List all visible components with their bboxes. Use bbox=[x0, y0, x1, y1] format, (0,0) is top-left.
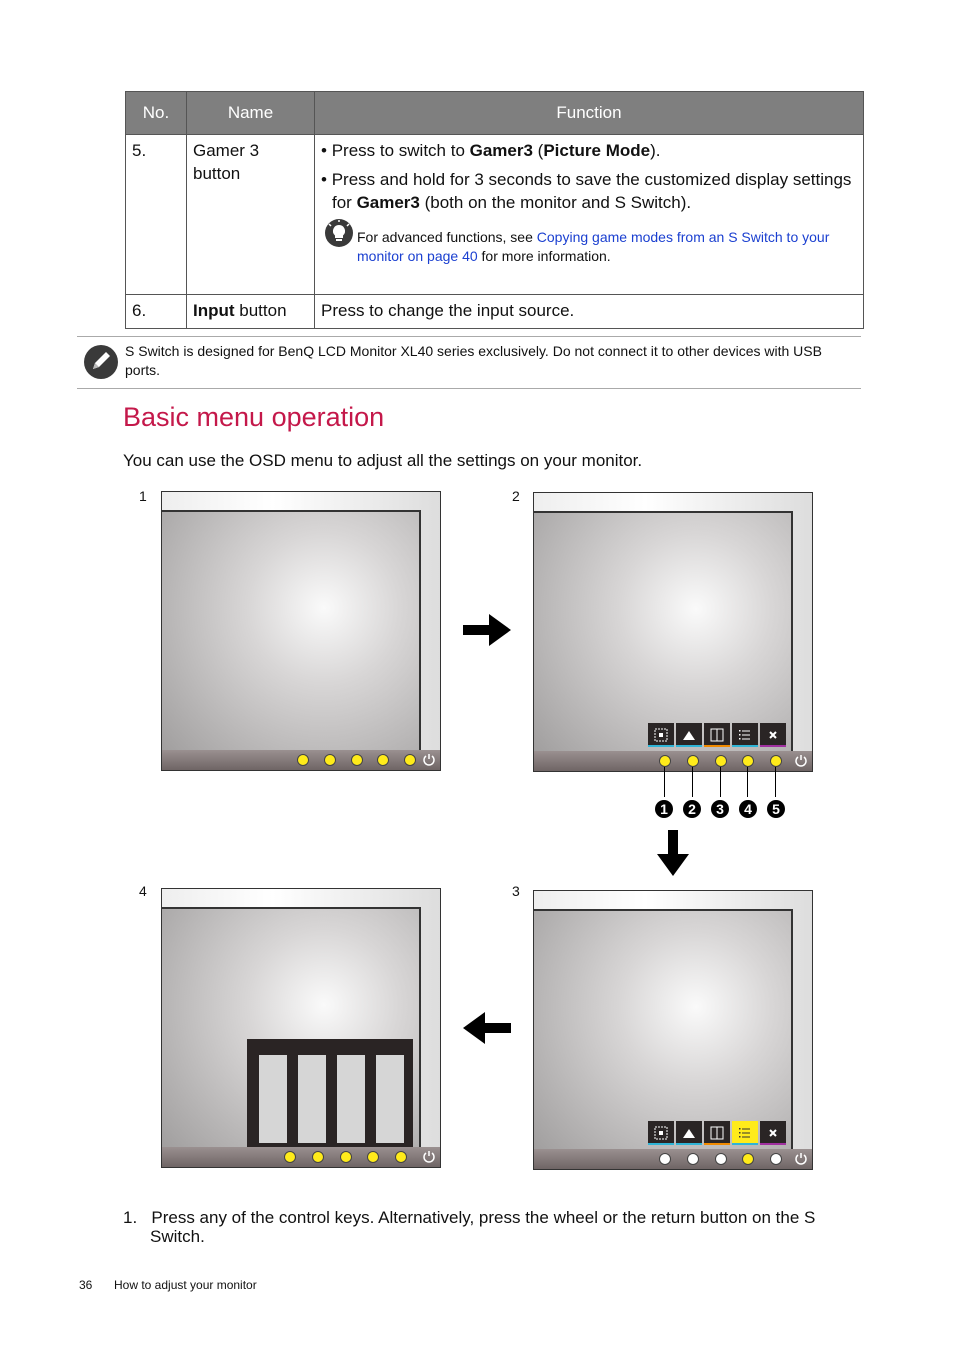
control-key bbox=[715, 755, 727, 767]
monitor-bezel bbox=[162, 750, 440, 770]
osd-cell bbox=[704, 723, 730, 747]
monitor-screen bbox=[162, 907, 421, 1149]
control-key bbox=[377, 754, 389, 766]
row-function: Press to change the input source. bbox=[315, 295, 864, 329]
function-table bbox=[125, 91, 864, 329]
step-label: 1 bbox=[139, 488, 147, 504]
cross-reference-link[interactable]: Copying game modes from an S Switch to your monitor on page 40 bbox=[357, 229, 830, 264]
pencil-icon bbox=[83, 344, 119, 380]
step-label: 2 bbox=[512, 488, 520, 504]
osd-stripe bbox=[704, 1143, 730, 1145]
monitor-panel-2 bbox=[533, 492, 813, 772]
osd-stripe bbox=[760, 1143, 786, 1145]
tip-text: For advanced functions, see bbox=[357, 229, 537, 245]
osd-cell bbox=[648, 723, 674, 747]
control-key bbox=[687, 755, 699, 767]
monitor-bezel bbox=[534, 1149, 812, 1169]
header-no: No. bbox=[126, 92, 187, 135]
page-number: 36 bbox=[79, 1278, 93, 1292]
control-key bbox=[395, 1151, 407, 1163]
monitor-screen bbox=[162, 510, 421, 752]
power-icon bbox=[794, 753, 808, 767]
step-label: 4 bbox=[139, 883, 147, 899]
table-row bbox=[126, 295, 864, 329]
monitor-panel-3 bbox=[533, 890, 813, 1170]
control-key bbox=[659, 755, 671, 767]
control-key bbox=[324, 754, 336, 766]
osd-cell-selected bbox=[732, 1121, 758, 1145]
osd-cell bbox=[732, 723, 758, 747]
control-key bbox=[367, 1151, 379, 1163]
callout-line bbox=[692, 767, 693, 797]
header-name: Name bbox=[187, 92, 315, 135]
control-key bbox=[340, 1151, 352, 1163]
menu-list-icon bbox=[738, 728, 752, 742]
callout-number: 1 bbox=[655, 800, 673, 818]
menu-column bbox=[376, 1055, 404, 1143]
callout-line bbox=[664, 767, 665, 797]
tip-text: for more information. bbox=[477, 248, 611, 264]
osd-stripe bbox=[704, 745, 730, 747]
monitor-bezel bbox=[162, 1147, 440, 1167]
monitor-screen bbox=[534, 909, 793, 1151]
control-key bbox=[297, 754, 309, 766]
callout-number: 5 bbox=[767, 800, 785, 818]
input-icon bbox=[710, 1126, 724, 1140]
osd-stripe bbox=[676, 1143, 702, 1145]
callout-line bbox=[720, 767, 721, 797]
osd-stripe bbox=[648, 745, 674, 747]
instruction-list bbox=[123, 1208, 843, 1246]
row-no: 5. bbox=[126, 135, 187, 295]
control-key bbox=[351, 754, 363, 766]
osd-cell bbox=[760, 723, 786, 747]
control-key-active bbox=[742, 1153, 754, 1165]
monitor-screen bbox=[534, 511, 793, 753]
picture-mode-icon bbox=[654, 1126, 668, 1140]
close-icon bbox=[766, 728, 780, 742]
osd-cell bbox=[760, 1121, 786, 1145]
control-key bbox=[770, 755, 782, 767]
callout-number: 4 bbox=[739, 800, 757, 818]
callout-number: 3 bbox=[711, 800, 729, 818]
osd-stripe bbox=[732, 745, 758, 747]
menu-list-icon bbox=[738, 1126, 752, 1140]
control-key bbox=[312, 1151, 324, 1163]
osd-stripe bbox=[732, 1143, 758, 1145]
control-key bbox=[687, 1153, 699, 1165]
power-icon bbox=[422, 752, 436, 766]
step-label: 3 bbox=[512, 883, 520, 899]
power-icon bbox=[422, 1149, 436, 1163]
table-row bbox=[126, 135, 864, 295]
callout-line bbox=[775, 767, 776, 797]
game-mode-icon bbox=[682, 1126, 696, 1140]
lightbulb-icon bbox=[324, 218, 354, 248]
osd-stripe bbox=[648, 1143, 674, 1145]
table-header-row bbox=[126, 92, 864, 135]
power-icon bbox=[794, 1151, 808, 1165]
row-function bbox=[315, 135, 864, 295]
menu-column bbox=[337, 1055, 365, 1143]
footer-section: How to adjust your monitor bbox=[114, 1278, 257, 1292]
osd-menu-bar bbox=[648, 1121, 788, 1147]
monitor-panel-1 bbox=[161, 491, 441, 771]
control-key bbox=[770, 1153, 782, 1165]
section-heading: Basic menu operation bbox=[123, 402, 385, 432]
control-key bbox=[742, 755, 754, 767]
control-key bbox=[715, 1153, 727, 1165]
osd-stripe bbox=[676, 745, 702, 747]
osd-cell bbox=[676, 1121, 702, 1145]
note-box bbox=[77, 336, 861, 389]
game-mode-icon bbox=[682, 728, 696, 742]
monitor-bezel bbox=[534, 751, 812, 771]
osd-cell bbox=[704, 1121, 730, 1145]
osd-main-menu bbox=[247, 1039, 413, 1159]
monitor-panel-4 bbox=[161, 888, 441, 1168]
header-function: Function bbox=[315, 92, 864, 135]
callout-line bbox=[747, 767, 748, 797]
row-no: 6. bbox=[126, 295, 187, 329]
callout-number: 2 bbox=[683, 800, 701, 818]
function-bullet: • Press to switch to Gamer3 (Picture Mode). bbox=[321, 141, 661, 160]
list-item: 1. Press any of the control keys. Alternatively, press the wheel or the return button on the S Switch. bbox=[123, 1208, 816, 1246]
arrow-down-icon bbox=[657, 830, 689, 876]
menu-column bbox=[298, 1055, 326, 1143]
control-key bbox=[404, 754, 416, 766]
control-key bbox=[659, 1153, 671, 1165]
close-icon bbox=[766, 1126, 780, 1140]
arrow-left-icon bbox=[463, 1012, 511, 1044]
row-name: Gamer 3 button bbox=[187, 135, 315, 295]
osd-menu-bar bbox=[648, 723, 788, 749]
arrow-right-icon bbox=[463, 614, 511, 646]
osd-cell bbox=[676, 723, 702, 747]
osd-cell bbox=[648, 1121, 674, 1145]
function-bullet: • Press and hold for 3 seconds to save the customized display settings for Gamer3 (both on the monitor and S Switch). bbox=[321, 170, 852, 212]
note-text: S Switch is designed for BenQ LCD Monitor XL40 series exclusively. Do not connect it to other devices with USB ports. bbox=[125, 343, 822, 378]
intro-text: You can use the OSD menu to adjust all the settings on your monitor. bbox=[123, 451, 643, 470]
input-icon bbox=[710, 728, 724, 742]
menu-column bbox=[259, 1055, 287, 1143]
row-name: Input button bbox=[187, 295, 315, 329]
picture-mode-icon bbox=[654, 728, 668, 742]
osd-stripe bbox=[760, 745, 786, 747]
tip-box bbox=[321, 228, 857, 266]
control-key bbox=[284, 1151, 296, 1163]
